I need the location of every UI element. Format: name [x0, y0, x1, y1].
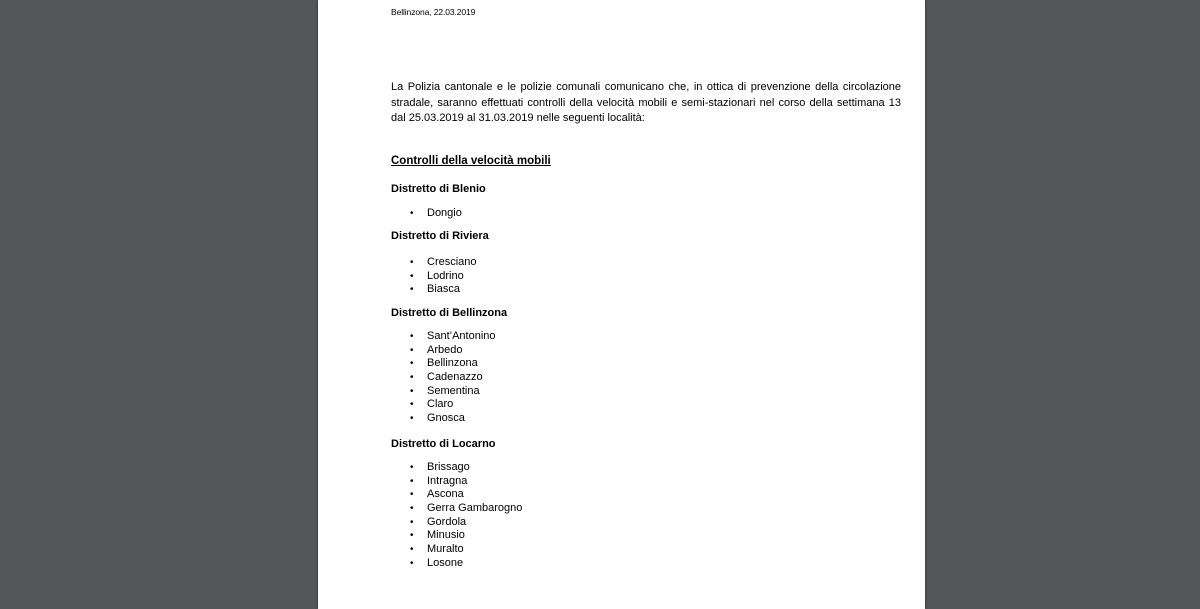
- location-name: Dongio: [427, 207, 462, 219]
- list-item: [391, 207, 462, 221]
- list-item: [391, 330, 496, 344]
- bullet-icon: •: [410, 489, 414, 501]
- list-item: [391, 475, 522, 489]
- bullet-icon: •: [410, 331, 414, 342]
- list-item: [391, 385, 496, 399]
- list-item: [391, 283, 477, 297]
- dateline: Bellinzona, 22.03.2019: [391, 7, 476, 17]
- bullet-icon: •: [410, 557, 414, 569]
- list-item: [391, 357, 496, 371]
- list-item: [391, 529, 522, 543]
- bullet-icon: •: [410, 462, 414, 473]
- location-name: Ascona: [427, 488, 464, 501]
- list-item: [391, 256, 477, 270]
- bullet-icon: •: [410, 544, 414, 556]
- bullet-icon: •: [410, 475, 414, 487]
- document-page: [318, 0, 925, 609]
- location-name: Bellinzona: [427, 357, 478, 370]
- location-name: Sant’Antonino: [427, 330, 496, 342]
- bullet-icon: •: [410, 344, 414, 356]
- location-name: Muralto: [427, 543, 464, 556]
- district-heading-riviera: Distretto di Riviera: [391, 230, 489, 242]
- location-name: Lodrino: [427, 269, 464, 282]
- location-name: Minusio: [427, 529, 465, 542]
- bullet-icon: •: [410, 270, 414, 282]
- list-item: [391, 516, 522, 530]
- location-name: Gerra Gambarogno: [427, 502, 523, 515]
- list-item: [391, 461, 522, 475]
- bullet-icon: •: [410, 372, 414, 384]
- location-name: Cadenazzo: [427, 371, 483, 384]
- list-item: [391, 543, 522, 557]
- location-name: Gordola: [427, 515, 467, 528]
- location-list-blenio: [391, 207, 462, 221]
- section-title: Controlli della velocità mobili: [391, 155, 551, 167]
- list-item: [391, 502, 522, 516]
- bullet-icon: •: [410, 284, 414, 296]
- bullet-icon: •: [410, 503, 414, 515]
- bullet-icon: •: [410, 530, 414, 542]
- bullet-icon: •: [410, 208, 414, 219]
- list-item: [391, 344, 496, 358]
- location-name: Biasca: [427, 283, 461, 296]
- location-name: Intragna: [427, 474, 468, 487]
- location-name: Brissago: [427, 461, 470, 473]
- bullet-icon: •: [410, 358, 414, 370]
- district-heading-bellinzona: Distretto di Bellinzona: [391, 307, 508, 319]
- list-item: [391, 488, 522, 502]
- location-name: Gnosca: [427, 412, 465, 425]
- intro-paragraph: La Polizia cantonale e le polizie comunali comunicano che, in ottica di prevenzione della circolazione stradale, saranno effettuati controlli della velocità mobili e semi-stazionari nel corso della settimana 13 dal 25.03.2019 al 31.03.2019 nelle seguenti località:: [391, 81, 901, 124]
- location-name: Claro: [427, 398, 454, 411]
- location-list-bellinzona: [391, 330, 496, 426]
- list-item: [391, 557, 522, 571]
- location-name: Arbedo: [427, 343, 463, 356]
- location-name: Cresciano: [427, 256, 477, 268]
- bullet-icon: •: [410, 385, 414, 397]
- list-item: [391, 371, 496, 385]
- bullet-icon: •: [410, 413, 414, 425]
- location-name: Losone: [427, 556, 464, 569]
- bullet-icon: •: [410, 399, 414, 411]
- list-item: [391, 412, 496, 426]
- district-heading-blenio: Distretto di Blenio: [391, 183, 486, 195]
- list-item: [391, 270, 477, 284]
- location-name: Sementina: [427, 384, 480, 397]
- bullet-icon: •: [410, 516, 414, 528]
- location-list-locarno: [391, 461, 522, 571]
- location-list-riviera: [391, 256, 477, 297]
- list-item: [391, 398, 496, 412]
- district-heading-locarno: Distretto di Locarno: [391, 438, 496, 450]
- bullet-icon: •: [410, 257, 414, 268]
